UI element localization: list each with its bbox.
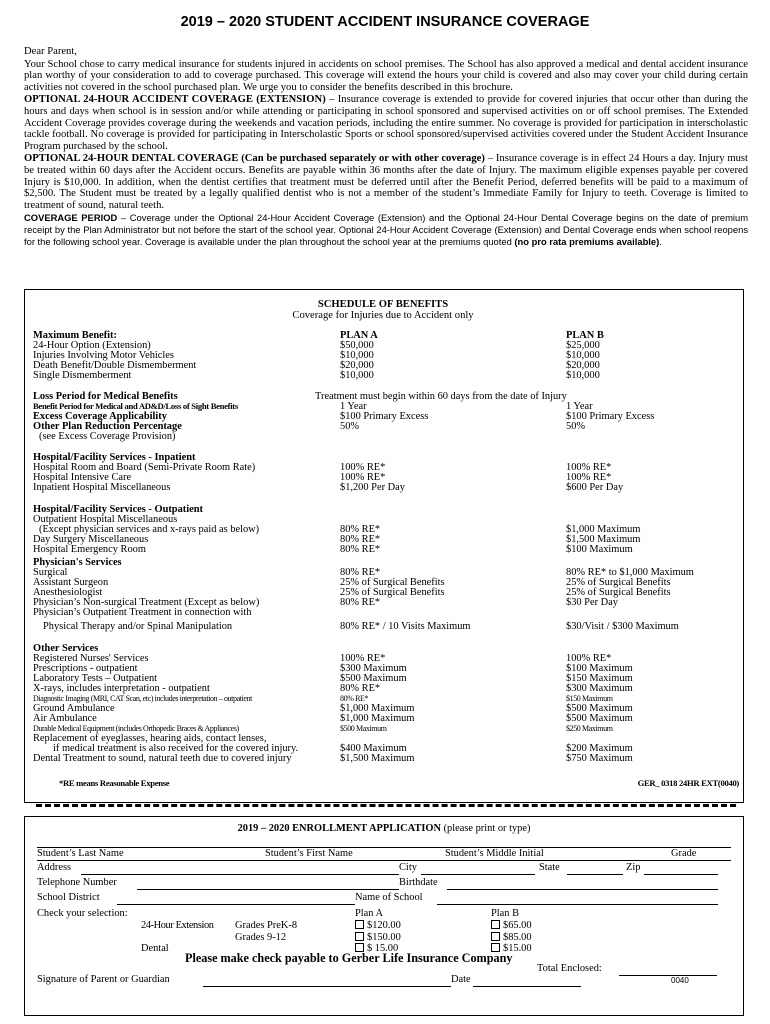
benefit-label: Excess Coverage Applicability	[33, 411, 167, 422]
table-row	[33, 431, 733, 442]
enrollment-form	[24, 816, 744, 1016]
plan-b-value: 80% RE* to $1,000 Maximum	[566, 567, 694, 578]
plan-b-value: PLAN B	[566, 330, 604, 341]
schedule-subheading: Coverage for Injuries due to Accident only	[292, 310, 474, 321]
plan-a-value: 100% RE*	[340, 653, 386, 664]
plan-b-value: $150 Maximum	[566, 694, 613, 703]
benefit-label: Registered Nurses' Services	[33, 653, 149, 664]
table-row	[33, 482, 733, 493]
benefit-label: Injuries Involving Motor Vehicles	[33, 350, 174, 361]
page-title: 2019 – 2020 STUDENT ACCIDENT INSURANCE COVERAGE	[180, 14, 590, 30]
checkbox-icon[interactable]	[355, 920, 364, 929]
plan-b-value: $600 Per Day	[566, 482, 624, 493]
enrollment-heading-line	[37, 837, 731, 848]
extension-option-label: 24-Hour Extension	[141, 920, 214, 931]
benefit-label: Ground Ambulance	[33, 703, 115, 714]
name-line[interactable]	[37, 850, 731, 861]
payable-notice: Please make check payable to Gerber Life Insurance Company	[185, 951, 513, 965]
enrollment-note: (please print or type)	[440, 823, 531, 834]
plan-b-value: $10,000	[566, 370, 600, 381]
plan-a-value: Treatment must begin within 60 days from the date of Injury	[315, 391, 567, 402]
plan-b-value: $300 Maximum	[566, 683, 633, 694]
plan-b-value: $10,000	[566, 350, 600, 361]
plan-b-header: Plan B	[491, 908, 520, 919]
benefit-label: Hospital/Facility Services - Outpatient	[33, 504, 203, 515]
benefit-label: Other Plan Reduction Percentage	[33, 421, 182, 432]
extension-heading: OPTIONAL 24-HOUR ACCIDENT COVERAGE (EXTENSION)	[24, 94, 326, 106]
benefit-label: Hospital Room and Board (Semi-Private Room Rate)	[33, 462, 256, 473]
address-label: Address	[37, 862, 72, 873]
plan-a-prek8-price: $120.00	[367, 920, 401, 931]
plan-a-value: $20,000	[340, 360, 374, 371]
benefit-label: Death Benefit/Double Dismemberment	[33, 360, 197, 371]
address-field[interactable]	[81, 864, 399, 875]
benefit-label: Outpatient Hospital Miscellaneous	[33, 514, 178, 525]
signature-label: Signature of Parent or Guardian	[37, 974, 170, 985]
plan-a-value: 80% RE* / 10 Visits Maximum	[340, 621, 471, 632]
telephone-field[interactable]	[137, 879, 399, 890]
benefit-label: Maximum Benefit:	[33, 330, 117, 341]
coverage-period-heading: COVERAGE PERIOD	[24, 212, 118, 224]
plan-b-value: $1,500 Maximum	[566, 534, 641, 545]
city-label: City	[399, 862, 417, 873]
school-district-field[interactable]	[117, 894, 355, 905]
plan-b-value: $750 Maximum	[566, 753, 633, 764]
plan-b-value: $30/Visit / $300 Maximum	[566, 621, 679, 632]
benefit-label: Diagnostic Imaging (MRI, CAT Scan, etc) includes interpretation – outpatient	[33, 694, 252, 703]
plan-b-value: $100 Primary Excess	[566, 411, 655, 422]
plan-a-value: PLAN A	[340, 330, 378, 341]
plan-a-value: 80% RE*	[340, 534, 381, 545]
plan-b-value: $250 Maximum	[566, 724, 613, 733]
benefit-label: if medical treatment is also received for the covered injury.	[53, 743, 299, 754]
school-name-field[interactable]	[437, 894, 718, 905]
plan-b-value: $1,000 Maximum	[566, 524, 641, 535]
form-code: GER_ 0318 24HR EXT(0040)	[637, 778, 739, 788]
signature-field[interactable]	[203, 976, 451, 987]
plan-a-912-price: $150.00	[367, 932, 401, 943]
total-enclosed-label: Total Enclosed:	[537, 963, 602, 974]
plan-b-value: $20,000	[566, 360, 600, 371]
table-row	[33, 607, 733, 618]
benefit-label: Anesthesiologist	[33, 587, 103, 598]
city-field[interactable]	[421, 864, 535, 875]
dental-paragraph	[24, 153, 748, 211]
plan-b-value: 25% of Surgical Benefits	[566, 577, 671, 588]
coverage-period-text: – Coverage under the Optional 24-Hour Accident Coverage (Extension) and the Optional 24-Hour Dental Coverage begins on the date of premium receipt by the Plan Administrator but not before the start of the school year. Optional 24-Hour Accident Coverage (Extension) and Dental Coverage ends when school reopens for the following school year. Coverage is available under the plan throughout the school year at the premiums quoted	[24, 212, 749, 247]
benefit-label: Hospital/Facility Services - Inpatient	[33, 452, 196, 463]
benefit-label: X-rays, includes interpretation - outpatient	[33, 683, 210, 694]
plan-a-value: $1,200 Per Day	[340, 482, 405, 493]
benefit-label: Physical Therapy and/or Spinal Manipulation	[43, 621, 233, 632]
period-mark: .	[659, 235, 662, 247]
checkbox-icon[interactable]	[491, 932, 500, 941]
plan-b-value: $200 Maximum	[566, 743, 633, 754]
benefit-label: Durable Medical Equipment (includes Orthopedic Braces & Appliances)	[33, 724, 239, 733]
dental-heading: OPTIONAL 24-HOUR DENTAL COVERAGE (Can be purchased separately or with other coverage)	[24, 153, 485, 165]
extension-paragraph	[24, 94, 748, 152]
plan-a-value: 80% RE*	[340, 567, 381, 578]
middle-initial-label: Student’s Middle Initial	[445, 848, 544, 859]
school-district-label: School District	[37, 892, 100, 903]
checkbox-icon[interactable]	[491, 920, 500, 929]
dental-option-label: Dental	[141, 943, 169, 954]
plan-a-value: $500 Maximum	[340, 673, 407, 684]
plan-a-value: $400 Maximum	[340, 743, 407, 754]
plan-b-prek8-option[interactable]	[491, 920, 532, 932]
plan-a-value: 80% RE*	[340, 683, 381, 694]
schedule-heading: SCHEDULE OF BENEFITS	[317, 299, 449, 310]
state-field[interactable]	[567, 864, 623, 875]
extension-text: – Insurance coverage is extended to provide for covered injuries that occur other than during the hours and days when school is in session and/or while attending or participating in school sponsored and supervised activities on or off school premises. The Extended Accident Coverage provides coverage during the weekends and vacation periods, including the entire summer. No coverage is provided for participation in interscholastic tackle football. No coverage is provided for participating in Interscholastic Sports or school sponsored/supervised activities covered under the Student Accident Insurance Program purchased by the school.	[24, 94, 748, 152]
plan-a-value: $500 Maximum	[340, 724, 387, 733]
date-field[interactable]	[473, 976, 581, 987]
plan-a-value: 1 Year	[340, 401, 367, 412]
footnote: *RE means Reasonable Expense	[59, 778, 170, 788]
plan-a-value: 25% of Surgical Benefits	[340, 577, 445, 588]
plan-b-value: $500 Maximum	[566, 713, 633, 724]
benefit-label: 24-Hour Option (Extension)	[33, 340, 151, 351]
zip-label: Zip	[626, 862, 641, 873]
school-name-label: Name of School	[355, 892, 423, 903]
grade-label: Grade	[671, 848, 697, 859]
plan-b-value: $25,000	[566, 340, 600, 351]
plan-a-value: 25% of Surgical Benefits	[340, 587, 445, 598]
enrollment-heading	[25, 823, 743, 835]
form-number: 0040	[671, 976, 689, 985]
cut-line	[36, 804, 736, 813]
plan-a-value: $10,000	[340, 350, 374, 361]
plan-a-header: Plan A	[355, 908, 384, 919]
birthdate-label: Birthdate	[399, 877, 438, 888]
total-enclosed-field[interactable]	[619, 965, 717, 976]
last-name-label: Student’s Last Name	[37, 848, 124, 859]
plan-a-value: $10,000	[340, 370, 374, 381]
schedule-of-benefits	[24, 289, 744, 803]
table-row	[33, 753, 733, 764]
checkbox-icon[interactable]	[355, 932, 364, 941]
benefit-label: Benefit Period for Medical and AD&D/Loss of Sight Benefits	[33, 401, 238, 411]
benefit-label: Surgical	[33, 567, 68, 578]
plan-a-value: 100% RE*	[340, 472, 386, 483]
plan-b-value: $100 Maximum	[566, 544, 633, 555]
plan-a-value: 80% RE*	[340, 524, 381, 535]
plan-b-value: $150 Maximum	[566, 673, 633, 684]
plan-a-value: 80% RE*	[340, 597, 381, 608]
benefit-label: Hospital Intensive Care	[33, 472, 132, 483]
state-label: State	[539, 862, 560, 873]
plan-a-value: $300 Maximum	[340, 663, 407, 674]
plan-b-value: 50%	[566, 421, 586, 432]
plan-b-value: 100% RE*	[566, 472, 612, 483]
plan-a-value: $100 Primary Excess	[340, 411, 429, 422]
plan-b-value: $30 Per Day	[566, 597, 618, 608]
benefit-label: Hospital Emergency Room	[33, 544, 146, 555]
benefit-label: Physician's Services	[33, 557, 122, 568]
plan-a-value: $1,000 Maximum	[340, 713, 415, 724]
benefit-label: Assistant Surgeon	[33, 577, 109, 588]
plan-b-value: 100% RE*	[566, 462, 612, 473]
date-label: Date	[451, 974, 471, 985]
plan-b-value: $500 Maximum	[566, 703, 633, 714]
plan-b-dental-price: $15.00	[503, 943, 532, 954]
benefit-label: (Except physician services and x-rays paid as below)	[39, 524, 260, 535]
benefit-label: Physician’s Non-surgical Treatment (Except as below)	[33, 597, 260, 608]
coverage-period-note: (no pro rata premiums available)	[514, 235, 660, 247]
plan-a-value: $1,000 Maximum	[340, 703, 415, 714]
benefit-label: Replacement of eyeglasses, hearing aids, contact lenses,	[33, 733, 267, 744]
benefit-label: Day Surgery Miscellaneous	[33, 534, 149, 545]
benefit-label: Other Services	[33, 643, 99, 654]
coverage-period-paragraph	[24, 212, 748, 247]
plan-a-value: 80% RE*	[340, 694, 369, 703]
plan-b-value: 1 Year	[566, 401, 593, 412]
check-selection-label: Check your selection:	[37, 908, 128, 919]
salutation: Dear Parent,	[24, 46, 77, 57]
birthdate-field[interactable]	[447, 879, 718, 890]
plan-a-value: 80% RE*	[340, 544, 381, 555]
benefit-label: Physician’s Outpatient Treatment in connection with	[33, 607, 252, 618]
benefit-label: Inpatient Hospital Miscellaneous	[33, 482, 171, 493]
plan-b-value: 100% RE*	[566, 653, 612, 664]
first-name-label: Student’s First Name	[265, 848, 353, 859]
benefit-label: Prescriptions - outpatient	[33, 663, 138, 674]
plan-a-dental-price: $ 15.00	[367, 943, 399, 954]
zip-field[interactable]	[644, 864, 718, 875]
plan-a-value: 50%	[340, 421, 360, 432]
table-row	[33, 621, 733, 632]
telephone-label: Telephone Number	[37, 877, 117, 888]
plan-b-value: $100 Maximum	[566, 663, 633, 674]
table-row	[33, 370, 733, 381]
benefit-label: Single Dismemberment	[33, 370, 132, 381]
plan-a-value: $1,500 Maximum	[340, 753, 415, 764]
dental-text: – Insurance coverage is in effect 24 Hours a day. Injury must be treated within 60 days after the Accident occurs. Benefits are payable within 36 months after the date of Injury. The maximum eligible expenses payable per covered Injury is $10,000. In addition, when the dentist certifies that treatment must be deferred until after the Benefit Period, deferred benefits will be paid to a maximum of $2,500. The Student must be treated by a legally qualified dentist who is not a member of the student’s Immediate Family for Injury to teeth. Coverage is limited to treatment of sound, natural teeth.	[24, 153, 748, 211]
benefit-label: (see Excess Coverage Provision)	[39, 431, 176, 442]
intro-paragraph: Your School chose to carry medical insurance for students injured in accidents on school premises. The School has also approved a medical and dental accident insurance plan worthy of your consideration to add to coverage purchased. This coverage will extend the hours your child is covered and also may cover your child during certain activities not covered in the school purchased plan. We urge you to consider the benefits described in this brochure.	[24, 58, 748, 93]
plan-a-value: 100% RE*	[340, 462, 386, 473]
benefit-label: Loss Period for Medical Benefits	[33, 391, 178, 402]
plan-b-value: 25% of Surgical Benefits	[566, 587, 671, 598]
enrollment-title: 2019 – 2020 ENROLLMENT APPLICATION	[237, 823, 441, 834]
plan-b-prek8-price: $65.00	[503, 920, 532, 931]
intro-letter	[24, 46, 748, 248]
grades-prek8-label: Grades PreK-8	[235, 920, 298, 931]
benefit-label: Dental Treatment to sound, natural teeth due to covered injury	[33, 753, 292, 764]
benefit-label: Laboratory Tests – Outpatient	[33, 673, 158, 684]
plan-b-912-price: $85.00	[503, 932, 532, 943]
table-row	[33, 544, 733, 555]
plan-a-prek8-option[interactable]	[355, 920, 401, 932]
plan-a-value: $50,000	[340, 340, 374, 351]
grades-912-label: Grades 9-12	[235, 932, 287, 943]
benefit-label: Air Ambulance	[33, 713, 97, 724]
